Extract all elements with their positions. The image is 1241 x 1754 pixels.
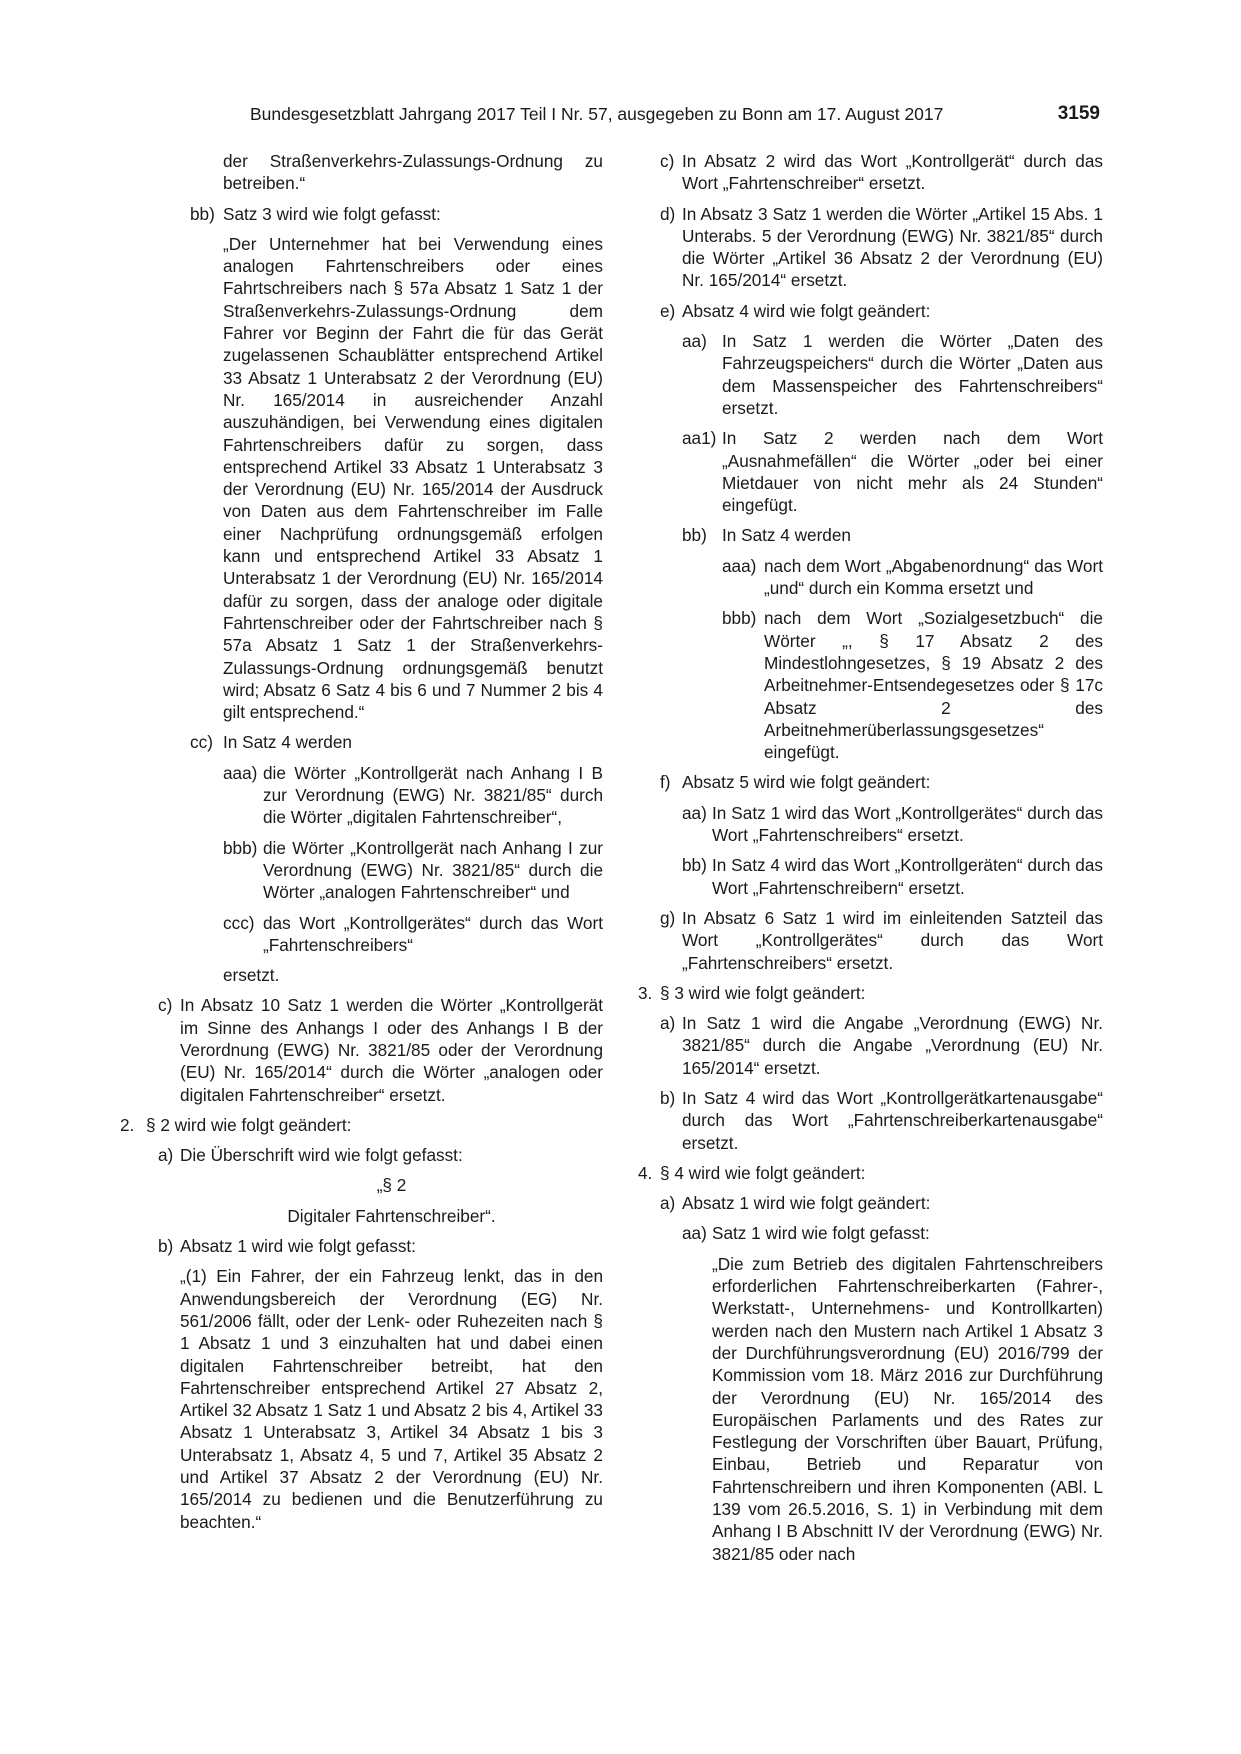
item-aaa bbox=[223, 762, 603, 829]
item-e-bb bbox=[682, 524, 1103, 546]
item-text: In Absatz 6 Satz 1 wird im einleitenden Satzteil das Wort „Kontrollgerätes“ durch das Wort „Fahrtenschreibers“ ersetzt. bbox=[682, 907, 1103, 973]
item-label: a) bbox=[158, 1145, 174, 1166]
item-label: aa) bbox=[682, 1223, 707, 1244]
item-text: In Satz 1 wird die Angabe „Verordnung (EWG) Nr. 3821/85“ durch die Angabe „Verordnung (EU) Nr. 165/2014“ ersetzt. bbox=[682, 1013, 1103, 1078]
item-4 bbox=[638, 1162, 1103, 1184]
right-column bbox=[620, 150, 1103, 1565]
item-text: In Satz 4 wird das Wort „Kontrollgeräten“ durch das Wort „Fahrtenschreibern“ ersetzt. bbox=[712, 855, 1103, 898]
item-3a bbox=[660, 1012, 1103, 1079]
left-column bbox=[120, 150, 603, 1533]
item-label: f) bbox=[660, 772, 671, 793]
item-cc bbox=[190, 731, 603, 753]
item-label: aa) bbox=[682, 331, 707, 352]
item-text: die Wörter „Kontrollgerät nach Anhang I zur Verordnung (EWG) Nr. 3821/85“ durch die Wörter „analogen Fahrtenschreiber“ und bbox=[263, 837, 603, 903]
item-label: b) bbox=[660, 1087, 676, 1108]
item-text: In Satz 2 werden nach dem Wort „Ausnahmefällen“ die Wörter „oder bei einer Mietdauer von nicht mehr als 24 Stunden“ eingefügt. bbox=[722, 428, 1103, 516]
item-label: d) bbox=[660, 203, 676, 224]
item-label: 4. bbox=[638, 1162, 653, 1183]
item-g bbox=[660, 907, 1103, 974]
item-label: bb) bbox=[682, 525, 707, 546]
item-label: bbb) bbox=[223, 837, 258, 858]
item-text: § 3 wird wie folgt geändert: bbox=[660, 982, 866, 1003]
ersetzt-text: ersetzt. bbox=[223, 965, 280, 986]
item-text: Absatz 1 wird wie folgt gefasst: bbox=[180, 1236, 416, 1257]
item-bb bbox=[190, 203, 603, 225]
item-label: aaa) bbox=[223, 762, 258, 783]
item-e bbox=[660, 300, 1103, 322]
quoted-provision: „Die zum Betrieb des digitalen Fahrtenschreibers erforderlichen Fahrtenschreiberkarten (Fahrer-, Werkstatt-, Unternehmens- und Kontrollkarten) werden nach den Mustern nach Artikel 1 Absatz 3 der Durchführungsverordnung (EU) 2016/799 der Kommission vom 18. März 2016 zur Durchführung der Verordnung (EU) Nr. 165/2014 des Europäischen Parlaments und des Rates zur Festlegung der Vorschriften über Bauart, Prüfung, Einbau, Betrieb und Reparatur von Fahrtenschreibern und ihren Komponenten (ABl. L 139 vom 26.5.2016, S. 1) in Verbindung mit dem Anhang I B Abschnitt IV der Verordnung (EWG) Nr. 3821/85 oder nach bbox=[712, 1253, 1103, 1564]
item-bbb bbox=[223, 837, 603, 904]
item-2a bbox=[158, 1144, 603, 1166]
item-c bbox=[158, 994, 603, 1105]
item-text: nach dem Wort „Sozialgesetzbuch“ die Wörter „, § 17 Absatz 2 des Mindestlohngesetzes, § 19 Absatz 2 des Arbeitnehmer-Entsendegesetzes oder § 17c Absatz 2 des Arbeitnehmerüberlassungsgesetzes“ eingefügt. bbox=[764, 608, 1103, 763]
item-text: Satz 3 wird wie folgt gefasst: bbox=[223, 203, 441, 224]
item-text: In Absatz 2 wird das Wort „Kontrollgerät“ durch das Wort „Fahrtenschreiber“ ersetzt. bbox=[682, 151, 1103, 194]
item-ccc bbox=[223, 912, 603, 957]
item-label: e) bbox=[660, 300, 676, 321]
item-label: bbb) bbox=[722, 608, 757, 629]
item-text: Absatz 1 wird wie folgt geändert: bbox=[682, 1193, 931, 1214]
item-text: In Absatz 3 Satz 1 werden die Wörter „Artikel 15 Abs. 1 Unterabs. 5 der Verordnung (EWG) Nr. 3821/85“ durch die Wörter „Artikel 36 Absatz 2 der Verordnung (EU) Nr. 165/2014“ ersetzt. bbox=[682, 203, 1103, 291]
item-label: aaa) bbox=[722, 555, 757, 576]
item-2 bbox=[120, 1114, 603, 1136]
item-f bbox=[660, 771, 1103, 793]
item-text: In Satz 4 werden bbox=[722, 525, 851, 546]
quoted-provision: „Der Unternehmer hat bei Verwendung eines analogen Fahrtenschreibers oder eines Fahrtschreibers nach § 57a Absatz 1 Satz 1 der Straßenverkehrs-Zulassungs-Ordnung dem Fahrer vor Beginn der Fahrt die für das Gerät zugelassenen Schaublätter entsprechend Artikel 33 Absatz 1 Unterabsatz 2 der Verordnung (EU) Nr. 165/2014 in ausreichender Anzahl auszuhändigen, bei Verwendung eines digitalen Fahrtenschreibers dafür zu sorgen, dass entsprechend Artikel 33 Absatz 1 Unterabsatz 3 der Verordnung (EU) Nr. 165/2014 der Ausdruck von Daten aus dem Fahrtenschreiber im Falle einer Nachprüfung ordnungsgemäß erfolgen kann und entsprechend Artikel 33 Absatz 1 Unterabsatz 1 der Verordnung (EU) Nr. 165/2014 dafür zu sorgen, dass der analoge oder digitale Fahrtenschreiber oder der Fahrtschreiber nach § 57a Absatz 1 Satz 1 der Straßenverkehrs-Zulassungs-Ordnung ordnungsgemäß benutzt wird; Absatz 6 Satz 4 bis 6 und 7 Nummer 2 bis 4 gilt entsprechend.“ bbox=[223, 233, 603, 723]
item-c bbox=[660, 150, 1103, 195]
item-label: cc) bbox=[190, 732, 213, 753]
item-3b bbox=[660, 1087, 1103, 1154]
item-label: aa1) bbox=[682, 428, 717, 449]
section-heading-number: „§ 2 bbox=[376, 1175, 407, 1196]
item-label: bb) bbox=[190, 203, 215, 224]
continued-text: der Straßenverkehrs-Zulassungs-Ordnung zu betreiben.“ bbox=[223, 151, 603, 194]
item-text: nach dem Wort „Abgabenordnung“ das Wort „und“ durch ein Komma ersetzt und bbox=[764, 555, 1103, 599]
item-text: § 2 wird wie folgt geändert: bbox=[146, 1114, 352, 1135]
item-label: aa) bbox=[682, 802, 707, 823]
quoted-provision: „(1) Ein Fahrer, der ein Fahrzeug lenkt, das in den Anwendungsbereich der Verordnung (EG) Nr. 561/2006 fällt, oder der Lenk- oder Ruhezeiten nach § 1 Absatz 1 und 3 einzuhalten hat und dabei einen digitalen Fahrtenschreiber betreibt, hat den Fahrtenschreiber entsprechend Artikel 27 Absatz 2, Artikel 32 Absatz 1 Satz 1 und Absatz 2 bis 4, Artikel 33 Absatz 1 Unterabsatz 3, Artikel 34 Absatz 1 bis 3 Unterabsatz 1, Absatz 4, 5 und 7, Artikel 35 Absatz 2 und Artikel 37 Absatz 2 der Verordnung (EU) Nr. 165/2014 zu bedienen und die Benutzerführung zu beachten.“ bbox=[180, 1266, 603, 1532]
item-text: Satz 1 wird wie folgt gefasst: bbox=[712, 1223, 930, 1244]
item-e-bb-bbb bbox=[722, 607, 1103, 763]
item-text: Die Überschrift wird wie folgt gefasst: bbox=[180, 1145, 463, 1166]
item-d bbox=[660, 203, 1103, 292]
item-label: c) bbox=[660, 151, 675, 171]
item-label: 3. bbox=[638, 982, 653, 1003]
item-4a bbox=[660, 1192, 1103, 1214]
item-label: a) bbox=[660, 1013, 676, 1034]
item-label: bb) bbox=[682, 855, 707, 876]
item-label: b) bbox=[158, 1236, 174, 1257]
item-text: In Satz 1 wird das Wort „Kontrollgerätes“ durch das Wort „Fahrtenschreibers“ ersetzt. bbox=[712, 802, 1103, 846]
item-f-bb bbox=[682, 854, 1103, 899]
item-text: Absatz 4 wird wie folgt geändert: bbox=[682, 300, 931, 321]
section-heading-title: Digitaler Fahrtenschreiber“. bbox=[287, 1205, 496, 1226]
item-text: das Wort „Kontrollgerätes“ durch das Wort „Fahrtenschreibers“ bbox=[263, 912, 603, 955]
item-label: 2. bbox=[120, 1114, 135, 1135]
item-text: In Satz 4 werden bbox=[223, 732, 352, 753]
item-text: die Wörter „Kontrollgerät nach Anhang I B zur Verordnung (EWG) Nr. 3821/85“ durch die Wörter „digitalen Fahrtenschreiber“, bbox=[263, 762, 603, 828]
item-text: In Satz 4 wird das Wort „Kontrollgerätkartenausgabe“ durch das Wort „Fahrtenschreiberkartenausgabe“ ersetzt. bbox=[682, 1087, 1103, 1153]
item-e-aa bbox=[682, 330, 1103, 419]
item-label: g) bbox=[660, 907, 676, 928]
item-text: In Absatz 10 Satz 1 werden die Wörter „Kontrollgerät im Sinne des Anhangs I oder des Anhangs I B der Verordnung (EWG) Nr. 3821/85 oder der Verordnung (EU) Nr. 165/2014“ durch die Wörter „analogen oder digitalen Fahrtenschreiber“ ersetzt. bbox=[180, 995, 603, 1105]
item-label: ccc) bbox=[223, 912, 255, 933]
item-label: c) bbox=[158, 995, 173, 1016]
item-e-aa1 bbox=[682, 427, 1103, 516]
item-2b bbox=[158, 1235, 603, 1257]
item-e-bb-aaa bbox=[722, 555, 1103, 600]
item-f-aa bbox=[682, 802, 1103, 847]
item-text: Absatz 5 wird wie folgt geändert: bbox=[682, 772, 931, 793]
item-text: In Satz 1 werden die Wörter „Daten des Fahrzeugspeichers“ durch die Wörter „Daten aus dem Massenspeicher des Fahrtenschreibers“ ersetzt. bbox=[722, 331, 1103, 418]
item-label: a) bbox=[660, 1193, 676, 1214]
running-title: Bundesgesetzblatt Jahrgang 2017 Teil I Nr. 57, ausgegeben zu Bonn am 17. August 2017 bbox=[250, 104, 944, 124]
item-text: § 4 wird wie folgt geändert: bbox=[660, 1162, 866, 1183]
page-header bbox=[250, 101, 1100, 127]
item-4a-aa bbox=[682, 1222, 1103, 1244]
page-number: 3159 bbox=[1057, 103, 1100, 124]
item-3 bbox=[638, 982, 1103, 1004]
